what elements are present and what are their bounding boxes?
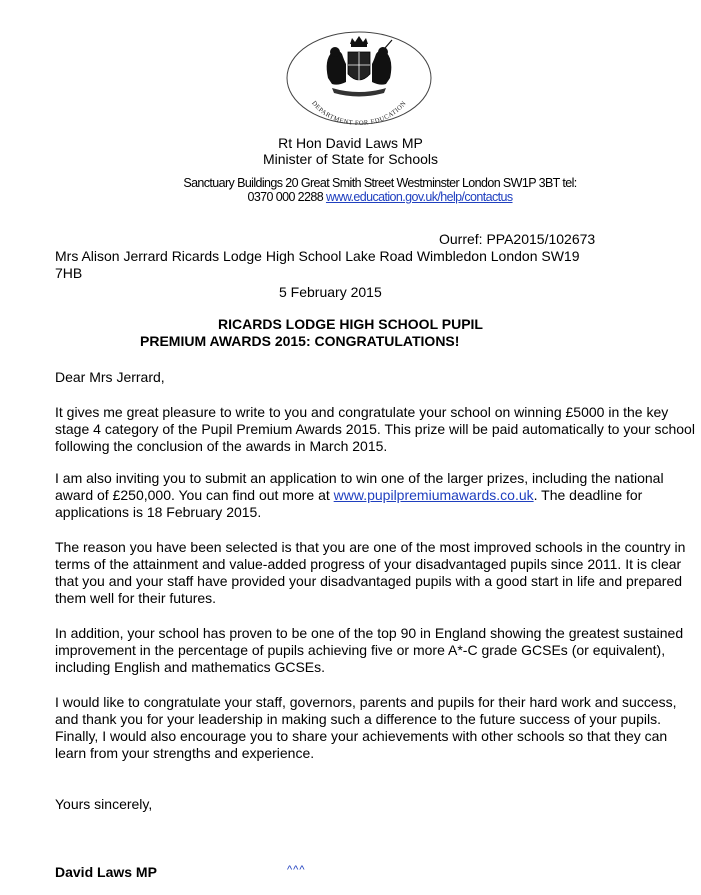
pupil-premium-awards-link[interactable]: www.pupilpremiumawards.co.uk [333,487,534,503]
recipient-address-line2: 7HB [55,265,83,281]
paragraph-application-deadline: . The deadline for applications is 18 February 2015. [55,487,643,520]
paragraph-improvement: In addition, your school has proven to be one of the top 90 in England showing the greatest sustained improvement in the percentage of pupils achieving five or more A*-C grade GCSEs (or equivalent), including English and mathematics GCSEs. [55,625,684,675]
subject-line1: RICARDS LODGE HIGH SCHOOL PUPIL [218,316,483,332]
paragraph-application [55,470,695,521]
recipient-address-line1: Mrs Alison Jerrard Ricards Lodge High School Lake Road Wimbledon London SW19 [55,248,580,264]
salutation: Dear Mrs Jerrard, [55,369,165,385]
signature-name: David Laws MP [55,864,157,880]
contact-line [160,190,600,204]
phone-number: 0370 000 2288 [247,190,324,204]
minister-role: Minister of State for Schools [262,151,439,167]
reference-number: Ourref: PPA2015/102673 [439,231,596,247]
paragraph-congratulations: I would like to congratulate your staff, governors, parents and pupils for their hard work and success, and thank you for your leadership in making such a difference to the future success of your pupils. Finally, I would also encourage you to share your achievements with other schools so that they can learn from your strengths and experience. [55,694,677,761]
svg-text:DEPARTMENT FOR EDUCATION [310,100,408,127]
contact-website-link[interactable]: www.education.gov.uk/help/contactus [325,190,513,204]
subject-line2: PREMIUM AWARDS 2015: CONGRATULATIONS! [140,333,460,349]
office-address: Sanctuary Buildings 20 Great Smith Street Westminster London SW1P 3BT tel: [183,176,577,190]
letter-date: 5 February 2015 [279,284,382,300]
paragraph-application-text: I am also inviting you to submit an application to win one of the larger prizes, including the national award of £250,000. You can find out more at [55,470,664,503]
department-crest-logo [284,30,434,130]
crest-text: DEPARTMENT FOR EDUCATION [310,99,408,128]
minister-name: Rt Hon David Laws MP [278,135,423,151]
closing: Yours sincerely, [55,796,153,812]
paragraph-award: It gives me great pleasure to write to you and congratulate your school on winning £5000 in the key stage 4 category of the Pupil Premium Awards 2015. This prize will be paid automatically to your school following the conclusion of the awards in March 2015. [55,404,695,454]
caret-marker: ^^^ [287,864,306,876]
paragraph-reason: The reason you have been selected is that you are one of the most improved schools in the country in terms of the attainment and value-added progress of your disadvantaged pupils since 2011. It is clear that you and your staff have provided your disadvantaged pupils with a good start in life and prepared them well for their futures. [55,539,686,606]
